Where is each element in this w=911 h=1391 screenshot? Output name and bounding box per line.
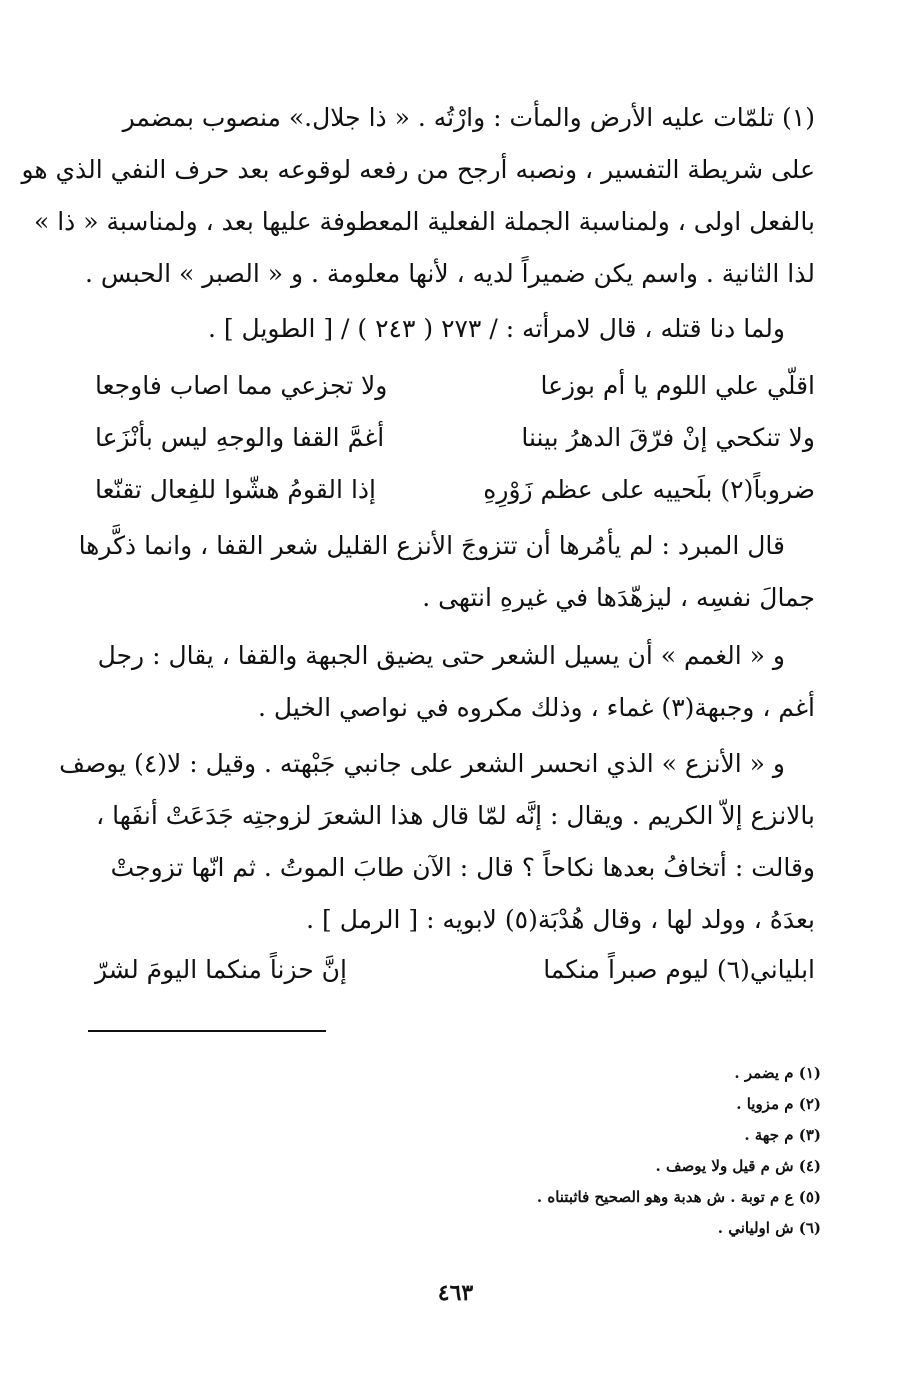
footnote-ref: (١) <box>782 103 815 132</box>
text-line: بعدَهُ ، وولد لها ، وقال هُدْبَة(٥) لابويه : [ الرمل ] . <box>306 905 815 934</box>
text-line: جمالَ نفسِه ، ليزهّدَها في غيرهِ انتهى . <box>422 583 815 612</box>
text-line: وقالت : أتخافُ بعدها نكاحاً ؟ قال : الآن طابَ الموتُ . ثم انّها تزوجتْ <box>110 853 815 882</box>
verse-line <box>95 944 815 996</box>
paragraph-commentary <box>21 92 815 300</box>
verse-line <box>95 360 815 412</box>
paragraph-ghamam <box>95 630 815 734</box>
page-number: ٤٦٣ <box>437 1280 474 1306</box>
footnote: (٣) م جهة . <box>744 1126 821 1144</box>
footnote: (٤) ش م قيل ولا يوصف . <box>655 1157 821 1175</box>
text-line: و « الأنزع » الذي انحسر الشعر على جانبي جَبْهته . وقيل : لا(٤) يوصف <box>59 749 785 778</box>
text-line: لذا الثانية . واسم يكن ضميراً لديه ، لأنها معلومة . و « الصبر » الحبس . <box>85 259 815 288</box>
verse-second-half: إذا القومُ هشّوا للفِعال تقنّعا <box>95 475 376 504</box>
verse-second-half: أغمَّ القفا والوجهِ ليس بأنْزَعا <box>95 423 385 452</box>
text-line: ولما دنا قتله ، قال لامرأته : / ٢٧٣ ( ٢٤٣ ) / [ الطويل ] . <box>207 314 785 343</box>
text-line: تلمّات عليه الأرض والمأت : وارْتُه . « ذا جلال.» منصوب بمضمر <box>122 103 775 132</box>
text-line: أغم ، وجبهة(٣) غماء ، وذلك مكروه في نواصي الخيل . <box>258 693 815 722</box>
paragraph-mubarrad <box>78 520 815 624</box>
text-line: بالفعل اولى ، ولمناسبة الجملة الفعلية المعطوفة عليها بعد ، ولمناسبة « ذا » <box>33 207 815 236</box>
paragraph-intro <box>95 303 815 355</box>
text-line: و « الغمم » أن يسيل الشعر حتى يضيق الجبهة والقفا ، يقال : رجل <box>97 641 785 670</box>
poem-block-2 <box>95 944 815 996</box>
footnote: (١) م يضمر . <box>734 1064 821 1082</box>
verse-second-half: إنَّ حزناً منكما اليومَ لشرّ <box>95 955 347 984</box>
verse-first-half: ضروباً(٢) بلَحييه على عظم زَوْرِهِ <box>483 475 815 504</box>
footnote: (٢) م مزويا . <box>736 1095 821 1113</box>
paragraph-anza <box>59 738 815 946</box>
verse-line <box>95 464 815 516</box>
footnote: (٦) ش اولياني . <box>717 1219 821 1237</box>
verse-first-half: ابلياني(٦) ليوم صبراً منكما <box>543 955 815 984</box>
verse-first-half: ولا تنكحي إنْ فرّقَ الدهرُ بيننا <box>521 423 815 452</box>
text-line: قال المبرد : لم يأمُرها أن تتزوجَ الأنزع القليل شعر القفا ، وانما ذكَّرها <box>78 531 785 560</box>
verse-second-half: ولا تجزعي مما اصاب فاوجعا <box>95 371 388 400</box>
footnote-divider <box>88 1030 326 1032</box>
poem-block-1 <box>95 360 815 516</box>
verse-first-half: اقلّي علي اللوم يا أم بوزعا <box>540 371 815 400</box>
footnotes <box>321 1058 821 1244</box>
footnote: (٥) ع م توبة . ش هدبة وهو الصحيح فاثبتناه . <box>536 1188 821 1206</box>
text-line: بالانزع إلاّ الكريم . ويقال : إنَّه لمّا قال هذا الشعرَ لزوجتِه جَدَعَتْ أنفَها ، <box>96 801 815 830</box>
verse-line <box>95 412 815 464</box>
text-line: على شريطة التفسير ، ونصبه أرجح من رفعه لوقوعه بعد حرف النفي الذي هو <box>21 155 815 184</box>
